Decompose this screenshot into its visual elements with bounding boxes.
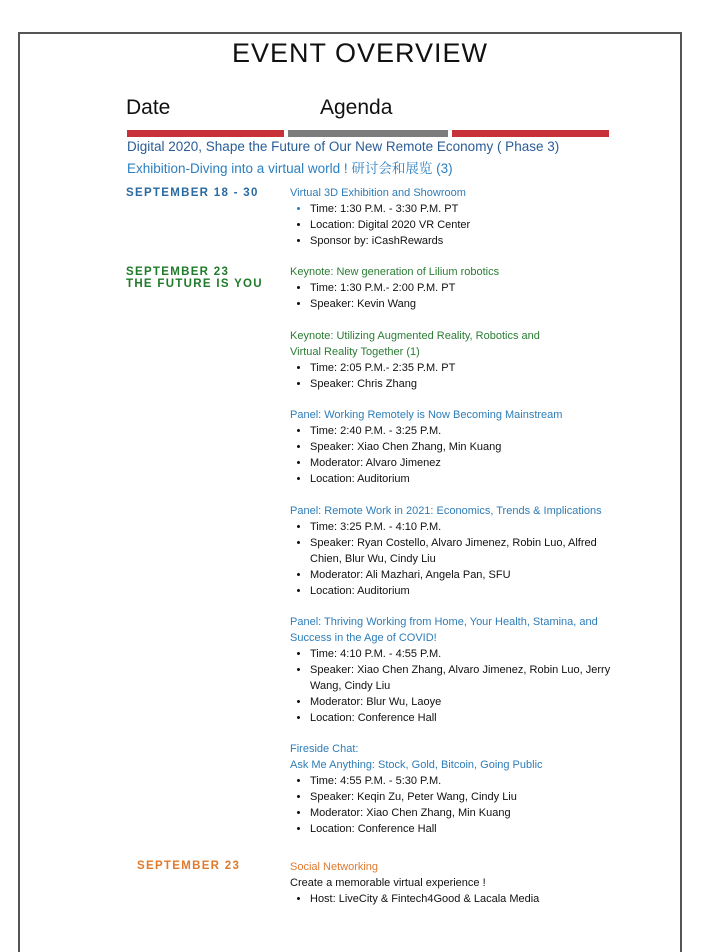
- session-detail: • Speaker: Ryan Costello, Alvaro Jimenez, Robin Luo, Alfred Chien, Blur Wu, Cindy Liu: [310, 535, 630, 567]
- divider-bar-gray: [288, 130, 448, 137]
- session-detail: • Location: Auditorium: [310, 583, 630, 599]
- session-detail: • Moderator: Alvaro Jimenez: [310, 455, 630, 471]
- session-detail: • Host: LiveCity & Fintech4Good & Lacala Media: [310, 891, 630, 907]
- date-label-sept-23: [126, 266, 263, 290]
- session-detail: • Time: 2:05 P.M.- 2:35 P.M. PT: [310, 360, 630, 376]
- session-block: [290, 741, 630, 837]
- session-detail: • Speaker: Xiao Chen Zhang, Min Kuang: [310, 439, 630, 455]
- session-detail: • Location: Conference Hall: [310, 821, 630, 837]
- session-detail: • Time: 4:55 P.M. - 5:30 P.M.: [310, 773, 630, 789]
- date-label-sept-23-networking: SEPTEMBER 23: [137, 860, 241, 872]
- session-details: [290, 280, 630, 312]
- session-title: Keynote: New generation of Lilium robotics: [290, 266, 500, 278]
- session-detail: • Time: 4:10 P.M. - 4:55 P.M.: [310, 646, 630, 662]
- session-detail: • Time: 2:40 P.M. - 3:25 P.M.: [310, 423, 630, 439]
- session-details: [290, 773, 630, 837]
- session-block: [290, 407, 630, 487]
- event-subtitle: Digital 2020, Shape the Future of Our New Remote Economy ( Phase 3): [127, 139, 560, 154]
- session-title: Fireside Chat:: [290, 743, 359, 755]
- session-subtitle: Create a memorable virtual experience !: [290, 877, 486, 889]
- session-block: [290, 614, 630, 726]
- session-detail: • Location: Conference Hall: [310, 710, 630, 726]
- session-details: [290, 519, 630, 599]
- session-detail: • Time: 1:30 P.M. - 3:30 P.M. PT: [310, 201, 630, 217]
- session-block: [290, 264, 630, 312]
- session-detail: • Location: Digital 2020 VR Center: [310, 217, 630, 233]
- session-title: Panel: Working Remotely is Now Becoming Mainstream: [290, 409, 563, 421]
- session-title: Panel: Thriving Working from Home, Your Health, Stamina, and Success in the Age of COVID!: [290, 616, 598, 644]
- session-detail: • Time: 1:30 P.M.- 2:00 P.M. PT: [310, 280, 630, 296]
- session-title: Virtual Reality Together (1): [290, 346, 420, 358]
- session-detail: • Speaker: Keqin Zu, Peter Wang, Cindy Liu: [310, 789, 630, 805]
- divider-bar-red-left: [127, 130, 284, 137]
- date-header: Date: [126, 96, 171, 119]
- session-title: Keynote: Utilizing Augmented Reality, Robotics and: [290, 330, 540, 342]
- session-detail: • Time: 3:25 P.M. - 4:10 P.M.: [310, 519, 630, 535]
- session-title: Social Networking: [290, 861, 379, 873]
- session-detail: • Moderator: Xiao Chen Zhang, Min Kuang: [310, 805, 630, 821]
- session-details: [290, 646, 630, 726]
- session-detail: • Moderator: Ali Mazhari, Angela Pan, SFU: [310, 567, 630, 583]
- session-details: [290, 891, 630, 907]
- session-details: [290, 360, 630, 392]
- date-label-line: SEPTEMBER 23: [126, 266, 230, 278]
- page-title: EVENT OVERVIEW: [231, 38, 489, 68]
- session-block: [290, 185, 630, 249]
- divider-bar-red-right: [452, 130, 609, 137]
- session-detail: • Sponsor by: iCashRewards: [310, 233, 630, 249]
- session-title: Virtual 3D Exhibition and Showroom: [290, 187, 466, 199]
- session-details: [290, 201, 630, 249]
- session-detail: • Location: Auditorium: [310, 471, 630, 487]
- session-title: Panel: Remote Work in 2021: Economics, Trends & Implications: [290, 505, 602, 517]
- session-block: [290, 503, 630, 599]
- date-label-sept-18-30: SEPTEMBER 18 - 30: [126, 187, 259, 199]
- agenda-header: Agenda: [320, 96, 393, 119]
- session-detail: • Speaker: Kevin Wang: [310, 296, 630, 312]
- session-details: [290, 423, 630, 487]
- date-label-line: THE FUTURE IS YOU: [126, 278, 263, 290]
- session-block: [290, 328, 630, 392]
- session-block: [290, 859, 630, 907]
- event-tagline: Exhibition-Diving into a virtual world ! 研讨会和展览 (3): [127, 161, 453, 176]
- session-detail: • Speaker: Chris Zhang: [310, 376, 630, 392]
- session-title: Ask Me Anything: Stock, Gold, Bitcoin, Going Public: [290, 759, 543, 771]
- session-detail: • Speaker: Xiao Chen Zhang, Alvaro Jimenez, Robin Luo, Jerry Wang, Cindy Liu: [310, 662, 630, 694]
- session-detail: • Moderator: Blur Wu, Laoye: [310, 694, 630, 710]
